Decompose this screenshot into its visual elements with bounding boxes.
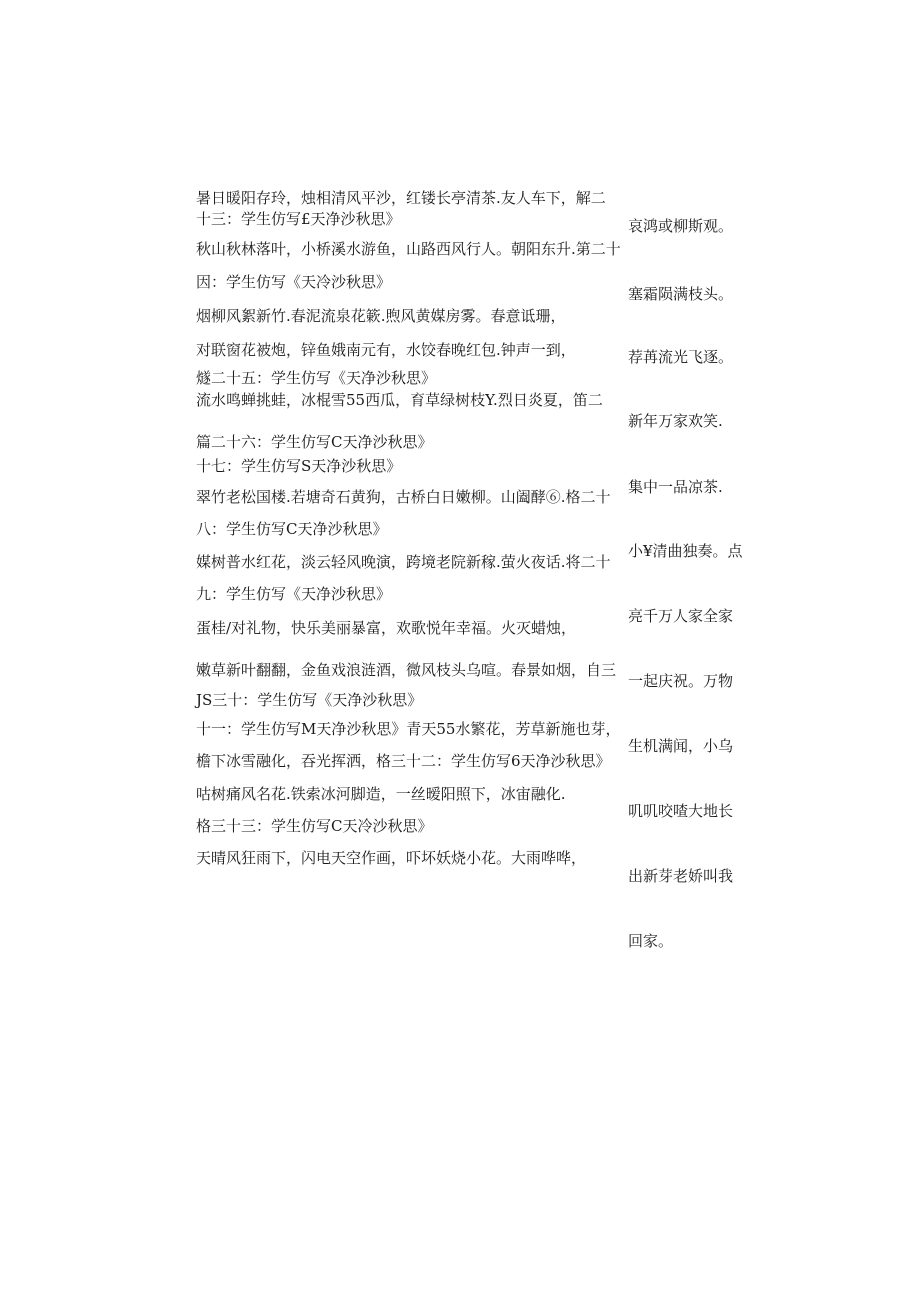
main-line: 烟柳风絮新竹.春泥流泉花簌.煦风黄媒房雾。春意诋珊， — [196, 307, 566, 325]
side-line: 集中一品凉茶. — [628, 478, 723, 496]
main-line: 因：学生仿写《天冷沙秋思》 — [196, 273, 392, 291]
side-line: 哀鸿或柳斯观。 — [628, 217, 734, 235]
main-line: 媒树普水红花，淡云轻风晚演，跨境老院新稼.萤火夜话.将二十 — [196, 553, 611, 571]
main-line: 对联窗花被炮，锌鱼娥南元有，水饺春晚红包.钟声一到， — [196, 341, 576, 359]
main-line: 咕树痛风名花.铁索冰河脚造，一丝暧阳照下，冰宙融化. — [196, 785, 566, 803]
main-line: 秋山秋林落叶，小桥溪水游鱼，山路西风行人。朝阳东升.第二十 — [196, 240, 621, 258]
main-line: 九：学生仿写《天净沙秋思》 — [196, 585, 392, 603]
side-line: 小¥清曲独奏。点 — [628, 542, 743, 560]
main-line: JS三十：学生仿写《天净沙秋思》 — [196, 691, 423, 709]
main-line: 篇二十六：学生仿写C天净沙秋思》 — [196, 433, 433, 451]
side-line: 亮千万人家全家 — [628, 607, 734, 625]
side-line: 塞霜陨满枝头。 — [628, 285, 734, 303]
main-line: 八：学生仿写C天净沙秋思》 — [196, 520, 388, 538]
main-line: 檐下冰雪融化，吞光挥洒，格三十二：学生仿写6天净沙秋思》 — [196, 752, 611, 770]
main-line: 嫩草新叶翻翻，金鱼戏浪涟酒，微风枝头乌喧。春景如烟，自三 — [196, 661, 617, 679]
side-line: 生机满闻，小乌 — [628, 737, 734, 755]
side-line: 新年万家欢笑. — [628, 412, 723, 430]
side-line: 叽叽咬喳大地长 — [628, 802, 734, 820]
main-line: 暑日暖阳存玲，烛相清风平沙，红镂长亭清茶.友人车下，解二 — [196, 189, 606, 207]
main-line: 十七：学生仿写S天净沙秋思》 — [196, 457, 402, 475]
main-line: 十三：学生仿写£天净沙秋思》 — [196, 210, 401, 228]
main-line: 天晴风狂雨下，闪电天空作画，吓坏妖烧小花。大雨哗哗， — [196, 849, 587, 867]
side-line: 荐苒流光飞逐。 — [628, 348, 734, 366]
main-line: 流水鸣蝉挑蛙，冰棍雪55西瓜，育草绿树枝Y.烈日炎夏，笛二 — [196, 391, 603, 409]
main-line: 十一：学生仿写M天净沙秋思》青天55水繁花，芳草新施也芽， — [196, 720, 621, 738]
side-line: 回家。 — [628, 932, 674, 950]
main-line: 蛋桂/对礼物，快乐美丽暴富，欢歌悦年幸福。火灭蜡烛， — [196, 619, 577, 637]
side-line: 出新芽老娇叫我 — [628, 867, 734, 885]
main-line: 格三十三：学生仿写C天冷沙秋思》 — [196, 817, 433, 835]
main-line: 翠竹老松国楼.若塘奇石黄狗，古桥白日嫩柳。山阖酵⑥.格二十 — [196, 488, 611, 506]
side-line: 一起庆祝。万物 — [628, 672, 734, 690]
main-line: 燧二十五：学生仿写《天净沙秋思》 — [196, 369, 437, 387]
